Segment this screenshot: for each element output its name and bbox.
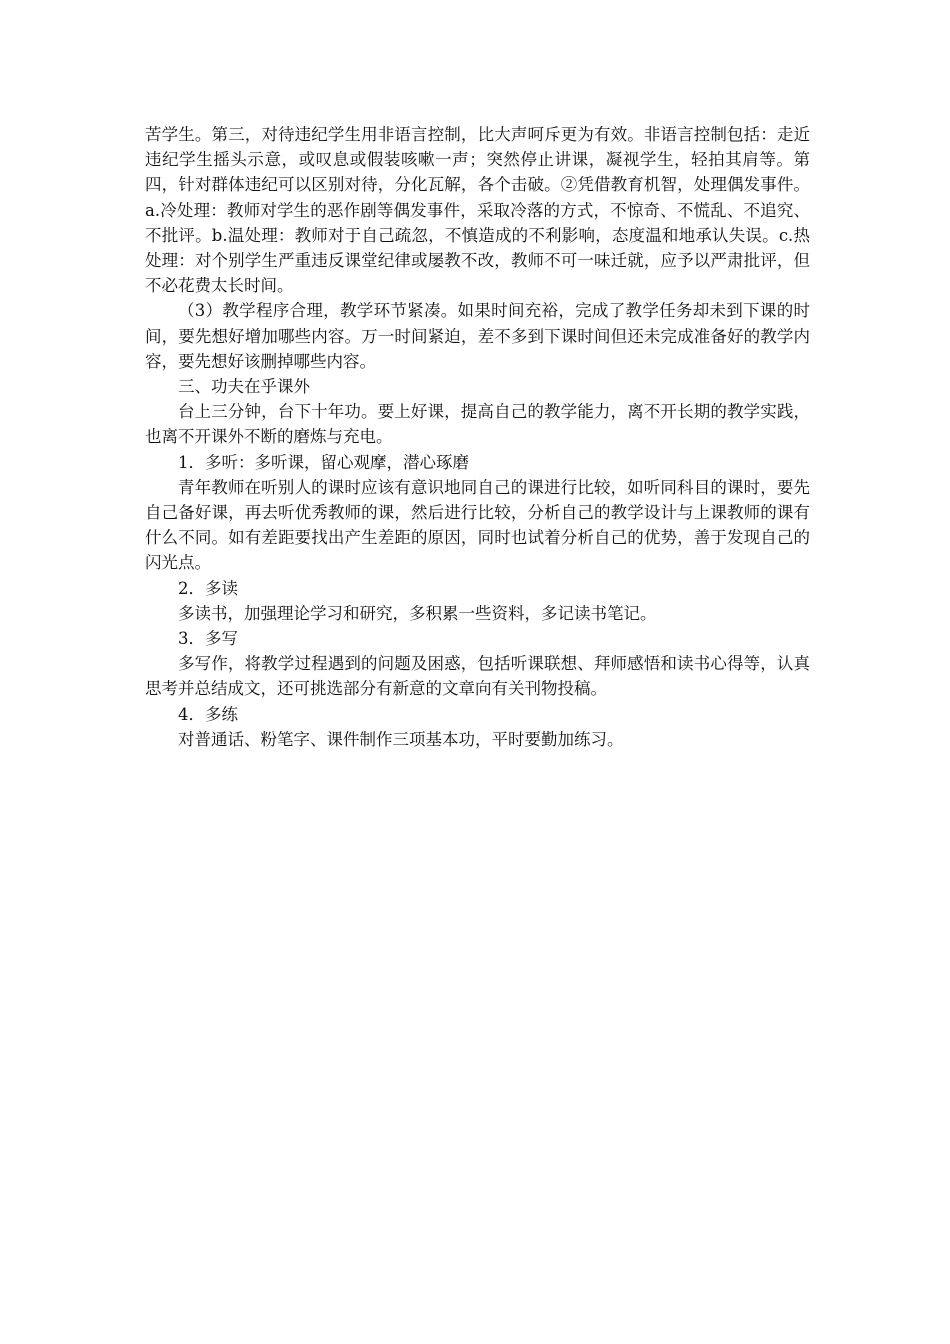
paragraph-practice-more: 对普通话、粉笔字、课件制作三项基本功，平时要勤加练习。 bbox=[178, 729, 624, 749]
paragraph-classroom-discipline: 苦学生。第三，对待违纪学生用非语言控制，比大声呵斥更为有效。非语言控制包括：走近违纪学生摇头示意，或叹息或假装咳嗽一声；突然停止讲课，凝视学生，轻拍其肩等。第四，针对群体违纪可以区别对待，分化瓦解，各个击破。②凭借教育机智，处理偶发事件。a.冷处理：教师对学生的恶作剧等偶发事件，采取冷落的方式，不惊奇、不慌乱、不追究、不批评。b.温处理：教师对于自己疏忽，不慎造成的不利影响，态度温和地承认失误。c.热处理：对个别学生严重违反课堂纪律或屡教不改，教师不可一味迁就，应予以严肃批评，但不必花费太长时间。 bbox=[145, 125, 810, 296]
subheading-read-more: 2．多读 bbox=[178, 578, 238, 598]
subheading-write-more: 3．多写 bbox=[178, 629, 238, 649]
subheading-listen-more: 1．多听：多听课，留心观摩，潜心琢磨 bbox=[178, 452, 469, 472]
paragraph-listen-more: 青年教师在听别人的课时应该有意识地同自己的课进行比较，如听同科目的课时，要先自己备好课，再去听优秀教师的课，然后进行比较，分析自己的教学设计与上课教师的课有什么不同。如有差距要找出产生差距的原因，同时也试着分析自己的优势，善于发现自己的闪光点。 bbox=[145, 477, 810, 573]
paragraph-write-more: 多写作，将教学过程遇到的问题及困惑，包括听课联想、拜师感悟和读书心得等，认真思考并总结成文，还可挑选部分有新意的文章向有关刊物投稿。 bbox=[145, 654, 810, 699]
paragraph-practice-intro: 台上三分钟，台下十年功。要上好课，提高自己的教学能力，离不开长期的教学实践，也离不开课外不断的磨炼与充电。 bbox=[145, 402, 810, 447]
paragraph-read-more: 多读书，加强理论学习和研究，多积累一些资料，多记读书笔记。 bbox=[178, 603, 657, 623]
section-heading-after-class: 三、功夫在乎课外 bbox=[178, 377, 310, 397]
paragraph-teaching-procedure: （3）教学程序合理，教学环节紧凑。如果时间充裕，完成了教学任务却未到下课的时间，要先想好增加哪些内容。万一时间紧迫，差不多到下课时间但还未完成准备好的教学内容，要先想好该删掉哪些内容。 bbox=[145, 301, 810, 371]
document-page bbox=[145, 122, 810, 752]
subheading-practice-more: 4．多练 bbox=[178, 704, 238, 724]
